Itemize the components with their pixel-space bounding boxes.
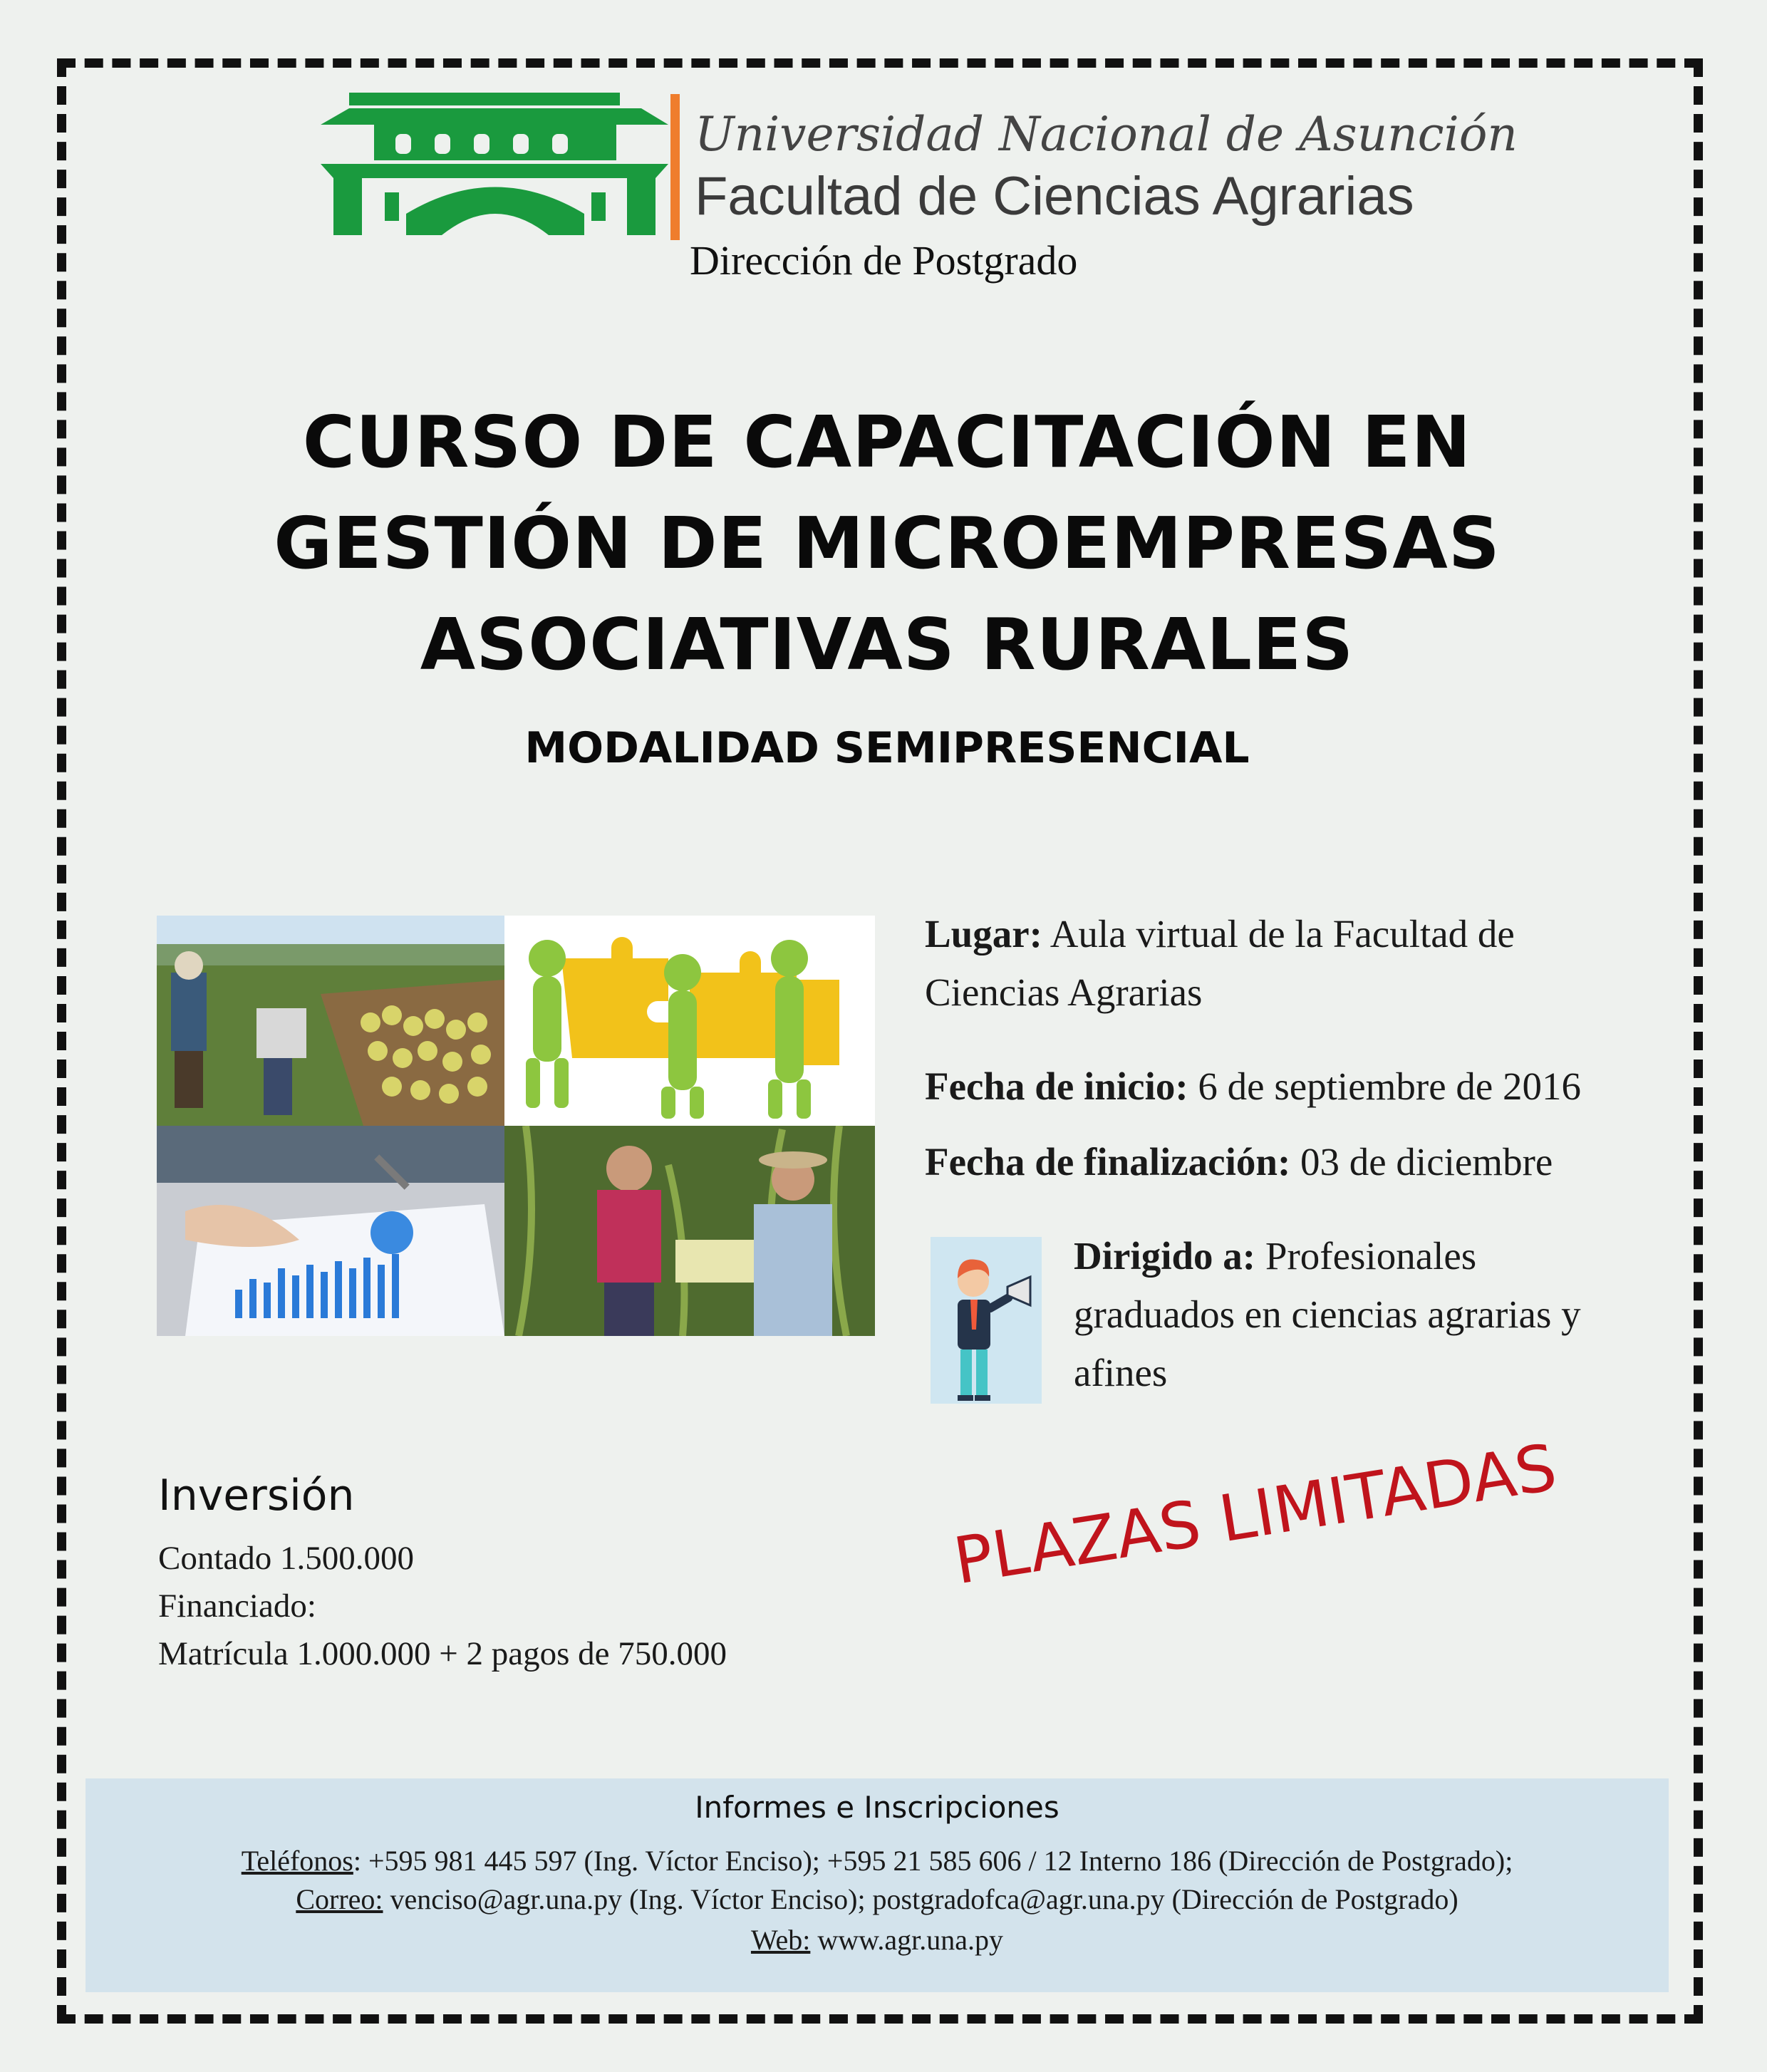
contact-phones (86, 1844, 1669, 1877)
title-line-1: CURSO DE CAPACITACIÓN EN (302, 400, 1472, 484)
email-value[interactable]: venciso@agr.una.py (Ing. Víctor Enciso); postgradofca@agr.una.py (Dirección de Postgrado) (383, 1883, 1458, 1915)
inicio-label: Fecha de inicio: (925, 1065, 1188, 1108)
dirigido-value: Profesionales (1255, 1234, 1477, 1278)
dirigido-label: Dirigido a: (1074, 1234, 1256, 1278)
title-line-2: GESTIÓN DE MICROEMPRESAS (274, 502, 1501, 585)
dirigido-value-3: afines (1074, 1351, 1168, 1394)
inicio-detail (925, 1057, 1680, 1116)
speaker-megaphone-icon (931, 1237, 1042, 1404)
department-name: Dirección de Postgrado (690, 237, 1078, 284)
logo-divider-bar (670, 94, 680, 240)
photo-collage (157, 916, 875, 1336)
lugar-detail (925, 905, 1680, 1022)
inicio-value: 6 de septiembre de 2016 (1188, 1065, 1582, 1108)
dirigido-detail (1074, 1227, 1686, 1402)
inversion-matricula: Matrícula 1.000.000 + 2 pagos de 750.000 (158, 1635, 727, 1672)
dirigido-value-2: graduados en ciencias agrarias y (1074, 1293, 1581, 1336)
women-corn-field-photo (504, 1126, 875, 1336)
finalizacion-value: 03 de diciembre (1290, 1140, 1553, 1183)
web-link[interactable]: www.agr.una.py (810, 1924, 1004, 1956)
phones-value: : +595 981 445 597 (Ing. Víctor Enciso); +595 21 585 606 / 12 Interno 186 (Dirección de Postgrado); (353, 1845, 1513, 1877)
contact-email (86, 1882, 1669, 1916)
plazas-limitadas-banner: PLAZAS LIMITADAS (948, 1430, 1562, 1600)
university-name: Universidad Nacional de Asunción (695, 107, 1518, 162)
inversion-financiado: Financiado: (158, 1587, 316, 1625)
farm-workers-apples-photo (157, 916, 504, 1126)
contact-web (86, 1923, 1669, 1957)
faculty-name: Facultad de Ciencias Agrarias (695, 166, 1414, 227)
inversion-title: Inversión (158, 1471, 355, 1521)
phones-label: Teléfonos (241, 1845, 353, 1877)
finalizacion-detail (925, 1133, 1680, 1191)
web-label: Web: (750, 1924, 811, 1956)
title-line-3: ASOCIATIVAS RURALES (420, 603, 1354, 686)
inversion-contado: Contado 1.500.000 (158, 1540, 415, 1577)
email-label: Correo: (296, 1883, 383, 1915)
faculty-building-logo (321, 93, 668, 235)
lugar-value: Aula virtual de la Facultad de (1042, 912, 1515, 955)
puzzle-teamwork-figures-photo (504, 916, 875, 1126)
course-title (100, 392, 1674, 695)
finalizacion-label: Fecha de finalización: (925, 1140, 1291, 1183)
contact-box (86, 1778, 1669, 1992)
contact-title: Informes e Inscripciones (695, 1790, 1059, 1825)
business-charts-meeting-photo (157, 1126, 504, 1336)
course-modality: MODALIDAD SEMIPRESENCIAL (524, 723, 1250, 773)
lugar-label: Lugar: (925, 912, 1042, 955)
lugar-value-cont: Ciencias Agrarias (925, 970, 1203, 1014)
